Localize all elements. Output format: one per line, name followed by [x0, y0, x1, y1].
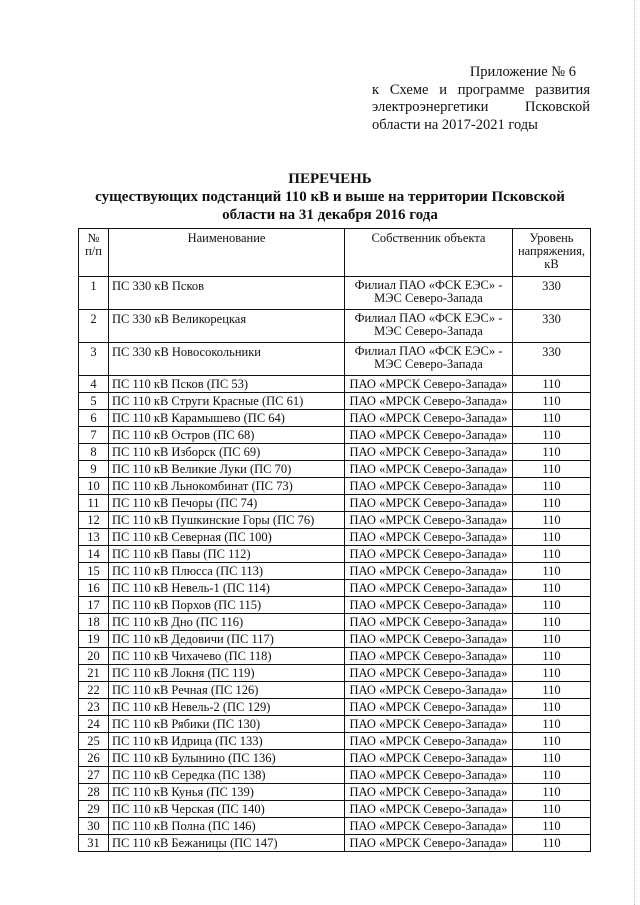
cell-num: 9 — [79, 461, 109, 478]
cell-voltage: 110 — [513, 597, 591, 614]
cell-num: 11 — [79, 495, 109, 512]
cell-name: ПС 110 кВ Плюсса (ПС 113) — [109, 563, 345, 580]
header-owner: Собственник объекта — [345, 229, 513, 277]
document-heading — [80, 170, 580, 224]
cell-owner: ПАО «МРСК Северо-Запада» — [345, 733, 513, 750]
heading-subtitle-2: области на 31 декабря 2016 года — [222, 207, 438, 223]
cell-owner: ПАО «МРСК Северо-Запада» — [345, 512, 513, 529]
cell-voltage: 110 — [513, 478, 591, 495]
cell-name: ПС 110 кВ Пушкинские Горы (ПС 76) — [109, 512, 345, 529]
cell-num: 22 — [79, 682, 109, 699]
cell-name: ПС 110 кВ Великие Луки (ПС 70) — [109, 461, 345, 478]
cell-voltage: 110 — [513, 580, 591, 597]
cell-name: ПС 110 кВ Черская (ПС 140) — [109, 801, 345, 818]
cell-num: 4 — [79, 376, 109, 393]
table-row — [79, 478, 591, 495]
table-row — [79, 614, 591, 631]
cell-num: 6 — [79, 410, 109, 427]
cell-voltage: 110 — [513, 631, 591, 648]
cell-owner: ПАО «МРСК Северо-Запада» — [345, 801, 513, 818]
cell-num: 13 — [79, 529, 109, 546]
heading-title: ПЕРЕЧЕНЬ — [288, 171, 372, 187]
table-row — [79, 580, 591, 597]
cell-owner: ПАО «МРСК Северо-Запада» — [345, 393, 513, 410]
cell-voltage: 110 — [513, 427, 591, 444]
table-row — [79, 699, 591, 716]
table-row — [79, 767, 591, 784]
appendix-block — [372, 64, 590, 134]
cell-num: 14 — [79, 546, 109, 563]
cell-owner: ПАО «МРСК Северо-Запада» — [345, 835, 513, 852]
table-row — [79, 529, 591, 546]
cell-owner: ПАО «МРСК Северо-Запада» — [345, 376, 513, 393]
cell-voltage: 330 — [513, 277, 591, 310]
cell-owner: ПАО «МРСК Северо-Запада» — [345, 614, 513, 631]
cell-voltage: 110 — [513, 529, 591, 546]
table-row — [79, 665, 591, 682]
cell-name: ПС 110 кВ Остров (ПС 68) — [109, 427, 345, 444]
cell-owner: ПАО «МРСК Северо-Запада» — [345, 631, 513, 648]
header-num: № п/п — [79, 229, 109, 277]
cell-name: ПС 110 кВ Булынино (ПС 136) — [109, 750, 345, 767]
cell-name: ПС 110 кВ Карамышево (ПС 64) — [109, 410, 345, 427]
cell-owner: ПАО «МРСК Северо-Запада» — [345, 461, 513, 478]
cell-voltage: 110 — [513, 376, 591, 393]
table-row — [79, 512, 591, 529]
cell-name: ПС 110 кВ Рябики (ПС 130) — [109, 716, 345, 733]
cell-name: ПС 110 кВ Чихачево (ПС 118) — [109, 648, 345, 665]
cell-voltage: 110 — [513, 461, 591, 478]
cell-num: 8 — [79, 444, 109, 461]
table-row — [79, 444, 591, 461]
cell-voltage: 110 — [513, 733, 591, 750]
cell-owner: Филиал ПАО «ФСК ЕЭС» - МЭС Северо-Запада — [345, 277, 513, 310]
cell-name: ПС 110 кВ Струги Красные (ПС 61) — [109, 393, 345, 410]
cell-voltage: 110 — [513, 614, 591, 631]
cell-name: ПС 110 кВ Льнокомбинат (ПС 73) — [109, 478, 345, 495]
cell-owner: ПАО «МРСК Северо-Запада» — [345, 410, 513, 427]
cell-name: ПС 110 кВ Северная (ПС 100) — [109, 529, 345, 546]
table-row — [79, 393, 591, 410]
cell-num: 10 — [79, 478, 109, 495]
cell-owner: ПАО «МРСК Северо-Запада» — [345, 648, 513, 665]
cell-owner: ПАО «МРСК Северо-Запада» — [345, 767, 513, 784]
table-row — [79, 784, 591, 801]
cell-voltage: 110 — [513, 716, 591, 733]
cell-voltage: 330 — [513, 343, 591, 376]
cell-owner: ПАО «МРСК Северо-Запада» — [345, 580, 513, 597]
cell-name: ПС 110 кВ Речная (ПС 126) — [109, 682, 345, 699]
cell-voltage: 110 — [513, 444, 591, 461]
cell-owner: ПАО «МРСК Северо-Запада» — [345, 699, 513, 716]
table-row — [79, 801, 591, 818]
cell-num: 16 — [79, 580, 109, 597]
cell-voltage: 110 — [513, 682, 591, 699]
cell-num: 23 — [79, 699, 109, 716]
cell-owner: ПАО «МРСК Северо-Запада» — [345, 716, 513, 733]
cell-num: 26 — [79, 750, 109, 767]
cell-owner: ПАО «МРСК Северо-Запада» — [345, 495, 513, 512]
cell-owner: ПАО «МРСК Северо-Запада» — [345, 529, 513, 546]
table-row — [79, 818, 591, 835]
table-row — [79, 427, 591, 444]
table-row — [79, 546, 591, 563]
cell-name: ПС 110 кВ Бежаницы (ПС 147) — [109, 835, 345, 852]
cell-owner: ПАО «МРСК Северо-Запада» — [345, 665, 513, 682]
cell-num: 31 — [79, 835, 109, 852]
cell-voltage: 110 — [513, 410, 591, 427]
cell-owner: ПАО «МРСК Северо-Запада» — [345, 427, 513, 444]
cell-owner: ПАО «МРСК Северо-Запада» — [345, 750, 513, 767]
cell-voltage: 110 — [513, 563, 591, 580]
table-row — [79, 563, 591, 580]
cell-name: ПС 110 кВ Изборск (ПС 69) — [109, 444, 345, 461]
cell-name: ПС 110 кВ Печоры (ПС 74) — [109, 495, 345, 512]
cell-voltage: 110 — [513, 512, 591, 529]
appendix-line-4: области на 2017-2021 годы — [372, 116, 538, 133]
heading-subtitle-1: существующих подстанций 110 кВ и выше на территории Псковской — [95, 189, 565, 205]
table-row — [79, 461, 591, 478]
table-row — [79, 277, 591, 310]
appendix-title: Приложение № 6 — [469, 64, 576, 80]
cell-num: 18 — [79, 614, 109, 631]
table-row — [79, 343, 591, 376]
cell-voltage: 110 — [513, 665, 591, 682]
cell-name: ПС 110 кВ Дедовичи (ПС 117) — [109, 631, 345, 648]
cell-owner: Филиал ПАО «ФСК ЕЭС» - МЭС Северо-Запада — [345, 310, 513, 343]
table-row — [79, 631, 591, 648]
cell-owner: ПАО «МРСК Северо-Запада» — [345, 563, 513, 580]
cell-voltage: 110 — [513, 784, 591, 801]
cell-num: 19 — [79, 631, 109, 648]
table-row — [79, 310, 591, 343]
table-row — [79, 835, 591, 852]
cell-num: 17 — [79, 597, 109, 614]
cell-owner: ПАО «МРСК Северо-Запада» — [345, 546, 513, 563]
cell-owner: Филиал ПАО «ФСК ЕЭС» - МЭС Северо-Запада — [345, 343, 513, 376]
cell-num: 24 — [79, 716, 109, 733]
cell-name: ПС 110 кВ Локня (ПС 119) — [109, 665, 345, 682]
cell-name: ПС 110 кВ Псков (ПС 53) — [109, 376, 345, 393]
table-row — [79, 733, 591, 750]
cell-num: 7 — [79, 427, 109, 444]
table-row — [79, 597, 591, 614]
cell-num: 30 — [79, 818, 109, 835]
cell-voltage: 110 — [513, 495, 591, 512]
cell-name: ПС 110 кВ Невель-1 (ПС 114) — [109, 580, 345, 597]
cell-voltage: 110 — [513, 835, 591, 852]
header-name: Наименование — [109, 229, 345, 277]
cell-voltage: 110 — [513, 750, 591, 767]
header-voltage: Уровень напряжения, кВ — [513, 229, 591, 277]
cell-voltage: 110 — [513, 801, 591, 818]
table-body — [79, 277, 591, 852]
table-row — [79, 495, 591, 512]
substations-table — [78, 228, 591, 852]
table-row — [79, 682, 591, 699]
cell-num: 15 — [79, 563, 109, 580]
cell-num: 5 — [79, 393, 109, 410]
appendix-line-2: к Схеме и программе развития — [372, 81, 590, 98]
cell-num: 21 — [79, 665, 109, 682]
cell-name: ПС 110 кВ Павы (ПС 112) — [109, 546, 345, 563]
cell-name: ПС 110 кВ Полна (ПС 146) — [109, 818, 345, 835]
cell-name: ПС 110 кВ Идрица (ПС 133) — [109, 733, 345, 750]
cell-name: ПС 110 кВ Дно (ПС 116) — [109, 614, 345, 631]
table-row — [79, 648, 591, 665]
page-edge-line — [634, 0, 636, 905]
cell-num: 27 — [79, 767, 109, 784]
cell-voltage: 110 — [513, 546, 591, 563]
cell-owner: ПАО «МРСК Северо-Запада» — [345, 478, 513, 495]
cell-name: ПС 110 кВ Середка (ПС 138) — [109, 767, 345, 784]
cell-num: 20 — [79, 648, 109, 665]
cell-owner: ПАО «МРСК Северо-Запада» — [345, 597, 513, 614]
table-row — [79, 750, 591, 767]
cell-name: ПС 330 кВ Великорецкая — [109, 310, 345, 343]
table-row — [79, 376, 591, 393]
appendix-line-3: электроэнергетики Псковской — [372, 99, 590, 115]
cell-voltage: 330 — [513, 310, 591, 343]
cell-num: 3 — [79, 343, 109, 376]
cell-num: 29 — [79, 801, 109, 818]
cell-name: ПС 110 кВ Порхов (ПС 115) — [109, 597, 345, 614]
cell-num: 1 — [79, 277, 109, 310]
cell-voltage: 110 — [513, 818, 591, 835]
cell-owner: ПАО «МРСК Северо-Запада» — [345, 444, 513, 461]
table-row — [79, 716, 591, 733]
table-header-row — [79, 229, 591, 277]
cell-name: ПС 330 кВ Новосокольники — [109, 343, 345, 376]
cell-owner: ПАО «МРСК Северо-Запада» — [345, 818, 513, 835]
cell-voltage: 110 — [513, 699, 591, 716]
cell-num: 12 — [79, 512, 109, 529]
cell-num: 25 — [79, 733, 109, 750]
cell-voltage: 110 — [513, 767, 591, 784]
cell-name: ПС 110 кВ Невель-2 (ПС 129) — [109, 699, 345, 716]
cell-voltage: 110 — [513, 648, 591, 665]
table-row — [79, 410, 591, 427]
cell-owner: ПАО «МРСК Северо-Запада» — [345, 682, 513, 699]
cell-num: 28 — [79, 784, 109, 801]
cell-owner: ПАО «МРСК Северо-Запада» — [345, 784, 513, 801]
cell-voltage: 110 — [513, 393, 591, 410]
cell-num: 2 — [79, 310, 109, 343]
cell-name: ПС 330 кВ Псков — [109, 277, 345, 310]
cell-name: ПС 110 кВ Кунья (ПС 139) — [109, 784, 345, 801]
